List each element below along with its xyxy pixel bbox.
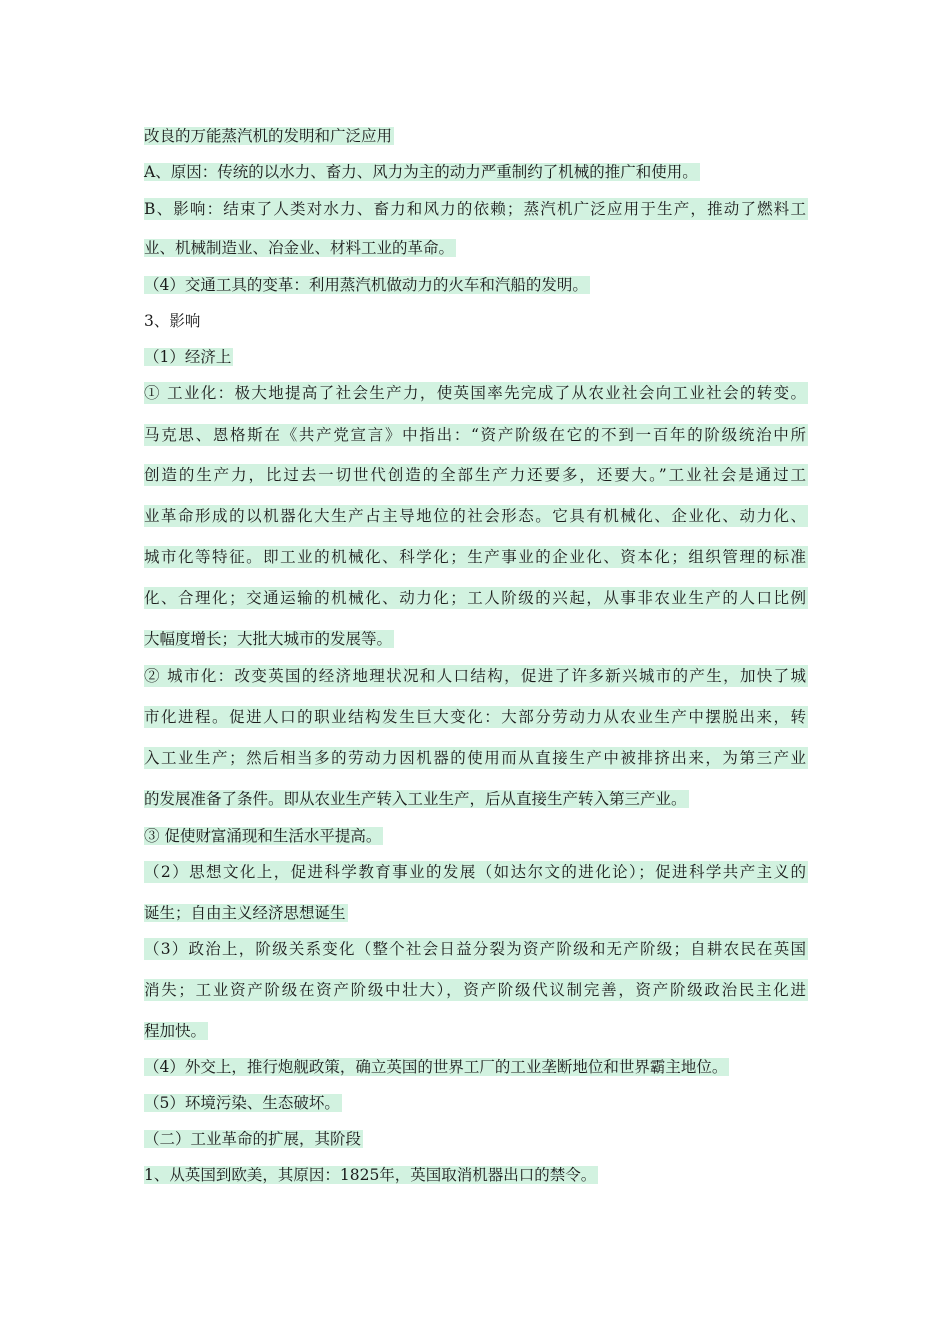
text-line: ② 城市化：改变英国的经济地理状况和人口结构，促进了许多新兴城市的产生，加快了城 [144,667,806,685]
text-line: 马克思、恩格斯在《共产党宣言》中指出：“资产阶级在它的不到一百年的阶级统治中所 [144,426,806,444]
text-line: （3）政治上，阶级关系变化（整个社会日益分裂为资产阶级和无产阶级；自耕农民在英国 [144,940,806,958]
highlighted-text: （4）交通工具的变革：利用蒸汽机做动力的火车和汽船的发明。 [144,276,588,294]
highlighted-text: 的发展准备了条件。即从农业生产转入工业生产，后从直接生产转入第三产业。 [144,790,687,808]
text-line [144,628,394,650]
text-line [144,1020,208,1042]
text-line: 消失；工业资产阶级在资产阶级中壮大），资产阶级代议制完善，资产阶级政治民主化进 [144,981,806,999]
text-line [144,237,456,259]
highlighted-text: 程加快。 [144,1022,207,1040]
text-line [144,1056,729,1078]
highlighted-text: A、原因：传统的以水力、畜力、风力为主的动力严重制约了机械的推广和使用。 [144,163,698,181]
text-line [144,1164,598,1186]
text-line: 市化进程。促进人口的职业结构发生巨大变化：大部分劳动力从农业生产中摆脱出来，转 [144,708,806,726]
plain-text: 3、影响 [144,312,201,330]
text-line: 创造的生产力，比过去一切世代创造的全部生产力还要多，还要大。”工业社会是通过工 [144,466,806,484]
highlighted-text: （5）环境污染、生态破坏。 [144,1094,340,1112]
highlighted-text: （二）工业革命的扩展，其阶段 [144,1130,362,1148]
text-line [144,788,689,810]
text-line [144,310,200,332]
highlighted-text: 大幅度增长；大批大城市的发展等。 [144,630,393,648]
text-line: 入工业生产；然后相当多的劳动力因机器的使用而从直接生产中被排挤出来，为第三产业 [144,749,806,767]
text-line: 城市化等特征。即工业的机械化、科学化；生产事业的企业化、资本化；组织管理的标准 [144,548,806,566]
text-line: 化、合理化；交通运输的机械化、动力化；工人阶级的兴起，从事非农业生产的人口比例 [144,589,806,607]
highlighted-text: 诞生；自由主义经济思想诞生 [144,904,346,922]
text-line: B、影响：结束了人类对水力、畜力和风力的依赖；蒸汽机广泛应用于生产，推动了燃料工 [144,200,806,218]
text-line [144,346,233,368]
text-line [144,161,700,183]
highlighted-text: （4）外交上，推行炮舰政策，确立英国的世界工厂的工业垄断地位和世界霸主地位。 [144,1058,728,1076]
text-line [144,825,383,847]
highlighted-text: 1、从英国到欧美，其原因：1825年，英国取消机器出口的禁令。 [144,1166,597,1184]
text-line [144,902,348,924]
highlighted-text: 改良的万能蒸汽机的发明和广泛应用 [144,127,393,145]
text-line: （2）思想文化上，促进科学教育事业的发展（如达尔文的进化论）；促进科学共产主义的 [144,863,806,881]
text-line [144,274,590,296]
highlighted-text: （1）经济上 [144,348,232,366]
highlighted-text: 业、机械制造业、冶金业、材料工业的革命。 [144,239,455,257]
text-line [144,1128,363,1150]
text-line [144,1092,342,1114]
highlighted-text: ③ 促使财富涌现和生活水平提高。 [144,827,382,845]
text-line: 业革命形成的以机器化大生产占主导地位的社会形态。它具有机械化、企业化、动力化、 [144,507,806,525]
text-line [144,125,394,147]
text-line: ① 工业化：极大地提高了社会生产力，使英国率先完成了从农业社会向工业社会的转变。 [144,384,806,402]
